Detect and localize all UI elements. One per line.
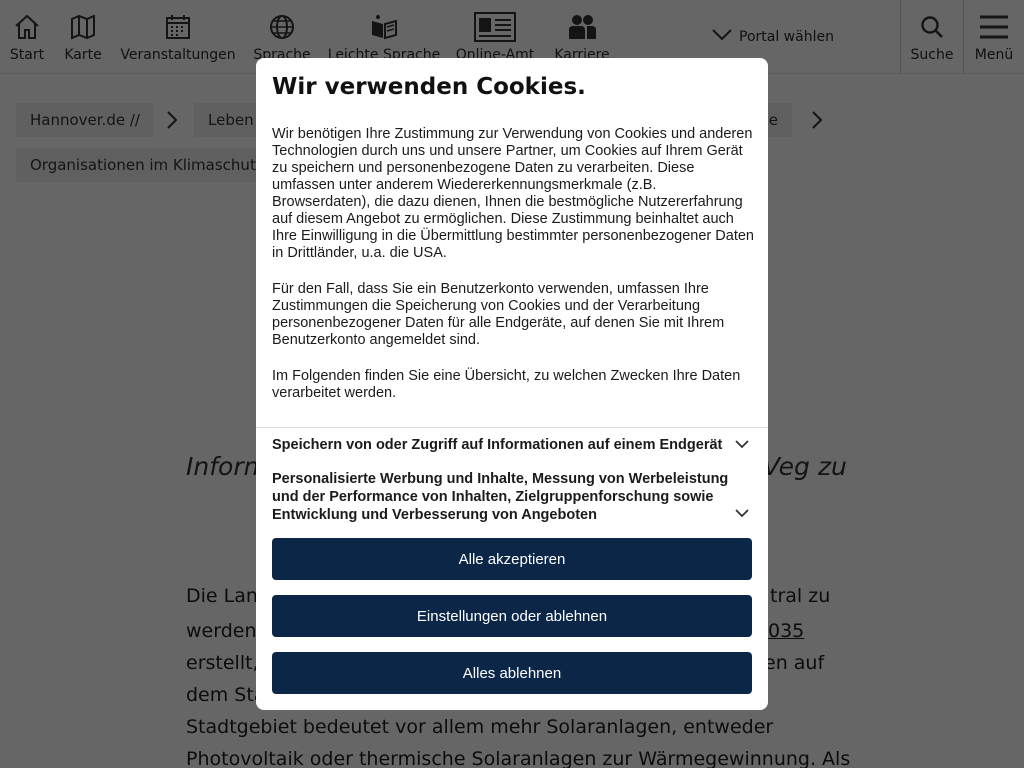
consent-paragraph: Wir benötigen Ihre Zustimmung zur Verwendung von Cookies und anderen Technologien durch uns und unsere Partner, um Cookies auf Ihrem Gerät zu speichern und personenbezogene Daten zu verarbeiten. Diese umfassen unter anderem Wiedererkennungsmerkmale (z.B. Browserdaten), die dazu dienen, Ihnen die bestmögliche Nutzererfahrung auf diesem Angebot zu ermöglichen. Diese Zustimmung beinhaltet auch Ihre Einwilligung in die Übermittlung bestimmter personenbezogener Daten in Drittländer, u.a. die USA. bbox=[272, 126, 754, 261]
cookie-consent-dialog bbox=[256, 58, 768, 710]
purpose-personalised-ads[interactable]: Personalisierte Werbung und Inhalte, Messung von Werbeleistung und der Performance von Inhalten, Zielgruppenforschung sowie Entwicklung und Verbesserung von Angeboten bbox=[272, 471, 729, 523]
settings-or-reject-button[interactable]: Einstellungen oder ablehnen bbox=[272, 595, 752, 637]
accept-all-button[interactable]: Alle akzeptieren bbox=[272, 538, 752, 580]
consent-paragraph: Für den Fall, dass Sie ein Benutzerkonto verwenden, umfassen Ihre Zustimmungen die Speicherung von Cookies und der Verarbeitung personenbezogener Daten für alle Endgeräte, auf denen Sie mit Ihrem Benutzerkonto angemeldet sind. bbox=[272, 281, 725, 348]
consent-paragraph: Im Folgenden finden Sie eine Übersicht, zu welchen Zwecken Ihre Daten verarbeitet werden. bbox=[272, 368, 741, 401]
purpose-storage-access[interactable]: Speichern von oder Zugriff auf Informationen auf einem Endgerät bbox=[272, 437, 723, 453]
chevron-down-icon[interactable] bbox=[734, 506, 750, 518]
dialog-title: Wir verwenden Cookies. bbox=[272, 74, 586, 100]
reject-all-button[interactable]: Alles ablehnen bbox=[272, 652, 752, 694]
chevron-down-icon[interactable] bbox=[734, 437, 750, 449]
dialog-description[interactable] bbox=[272, 126, 756, 428]
dialog-divider bbox=[256, 427, 768, 428]
